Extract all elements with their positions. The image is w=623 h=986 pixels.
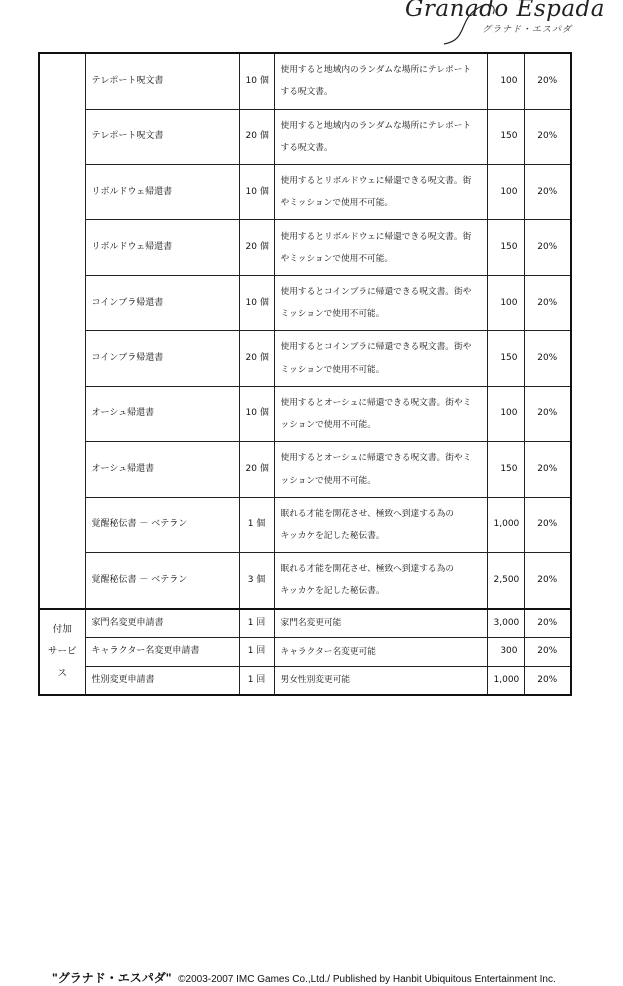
item-description-line: ミッションで使用不可能。 xyxy=(280,309,385,320)
item-description-line: 眠れる才能を開花させ、極致へ到達する為の xyxy=(280,508,454,519)
item-price: 1,000 xyxy=(487,666,524,695)
item-rate: 20% xyxy=(524,553,571,609)
item-description-line: 使用するとリボルドウェに帰還できる呪文書。街 xyxy=(280,176,472,187)
item-name: テレポート呪文書 xyxy=(85,109,239,164)
item-price: 150 xyxy=(487,220,524,275)
item-rate: 20% xyxy=(524,497,571,552)
item-description-line: キッカケを記した秘伝書。 xyxy=(280,586,385,597)
item-rate: 20% xyxy=(524,275,571,330)
item-price: 300 xyxy=(487,638,524,666)
item-name: 覚醒秘伝書 － ベテラン xyxy=(85,553,239,609)
item-quantity: 20 個 xyxy=(239,442,274,497)
table-row xyxy=(39,666,571,695)
item-price: 100 xyxy=(487,165,524,220)
table-row xyxy=(39,638,571,666)
item-quantity: 3 個 xyxy=(239,553,274,609)
item-quantity: 1 回 xyxy=(239,638,274,666)
item-description xyxy=(274,609,487,638)
item-rate: 20% xyxy=(524,386,571,441)
item-description-line: 眠れる才能を開花させ、極致へ到達する為の xyxy=(280,564,454,575)
item-price: 100 xyxy=(487,386,524,441)
category-label: サービス xyxy=(47,645,77,679)
category-cell-services xyxy=(39,609,85,695)
item-rate: 20% xyxy=(524,609,571,638)
item-quantity: 20 個 xyxy=(239,220,274,275)
item-name: コインブラ帰還書 xyxy=(85,275,239,330)
item-description-line: する呪文書。 xyxy=(280,87,333,98)
item-name: コインブラ帰還書 xyxy=(85,331,239,386)
footer-game-title: "グラナド・エスパダ" xyxy=(52,971,172,985)
item-description-line: キッカケを記した秘伝書。 xyxy=(280,530,385,541)
category-cell-empty xyxy=(39,53,85,609)
item-description xyxy=(274,165,487,220)
item-description xyxy=(274,666,487,695)
table-row xyxy=(39,386,571,441)
item-description xyxy=(274,442,487,497)
item-quantity: 10 個 xyxy=(239,165,274,220)
item-description-line: やミッションで使用不可能。 xyxy=(280,198,394,209)
table-row xyxy=(39,553,571,609)
game-logo xyxy=(405,0,623,46)
item-description xyxy=(274,331,487,386)
item-description-line: 家門名変更可能 xyxy=(280,618,342,629)
item-quantity: 20 個 xyxy=(239,109,274,164)
item-description-line: 使用すると地域内のランダムな場所にテレポート xyxy=(280,65,472,76)
item-price: 2,500 xyxy=(487,553,524,609)
item-description-line: 使用するとコインブラに帰還できる呪文書。街や xyxy=(280,286,472,297)
item-price: 150 xyxy=(487,442,524,497)
item-quantity: 1 回 xyxy=(239,666,274,695)
item-description xyxy=(274,220,487,275)
item-description xyxy=(274,553,487,609)
logo-main-text: Granado Espada xyxy=(405,0,605,22)
item-name: 覚醒秘伝書 － ベテラン xyxy=(85,497,239,552)
item-rate: 20% xyxy=(524,331,571,386)
item-quantity: 10 個 xyxy=(239,386,274,441)
table-row xyxy=(39,220,571,275)
item-quantity: 20 個 xyxy=(239,331,274,386)
item-price: 1,000 xyxy=(487,497,524,552)
item-description xyxy=(274,109,487,164)
item-name: 家門名変更申請書 xyxy=(85,609,239,638)
item-rate: 20% xyxy=(524,165,571,220)
item-rate: 20% xyxy=(524,220,571,275)
table-row xyxy=(39,53,571,109)
footer-copyright: ©2003-2007 IMC Games Co.,Ltd./ Published by Hanbit Ubiquitous Entertainment Inc. xyxy=(178,974,556,985)
item-quantity: 10 個 xyxy=(239,53,274,109)
item-name: リボルドウェ帰還書 xyxy=(85,165,239,220)
table-row xyxy=(39,609,571,638)
item-table xyxy=(38,52,572,696)
item-quantity: 1 個 xyxy=(239,497,274,552)
item-name: 性別変更申請書 xyxy=(85,666,239,695)
item-price: 3,000 xyxy=(487,609,524,638)
item-name: テレポート呪文書 xyxy=(85,53,239,109)
item-price: 150 xyxy=(487,109,524,164)
item-description xyxy=(274,53,487,109)
item-quantity: 1 回 xyxy=(239,609,274,638)
table-row xyxy=(39,497,571,552)
item-description-line: キャラクター名変更可能 xyxy=(280,646,376,657)
item-description-line: 使用するとリボルドウェに帰還できる呪文書。街 xyxy=(280,231,472,242)
item-rate: 20% xyxy=(524,638,571,666)
item-price: 100 xyxy=(487,53,524,109)
item-description-line: 使用するとコインブラに帰還できる呪文書。街や xyxy=(280,342,472,353)
item-price: 150 xyxy=(487,331,524,386)
item-name: キャラクター名変更申請書 xyxy=(85,638,239,666)
copyright-footer xyxy=(52,969,556,986)
item-description xyxy=(274,386,487,441)
item-description xyxy=(274,275,487,330)
item-name: オーシュ帰還書 xyxy=(85,386,239,441)
item-rate: 20% xyxy=(524,109,571,164)
item-description-line: ッションで使用不可能。 xyxy=(280,420,376,431)
item-quantity: 10 個 xyxy=(239,275,274,330)
table-row xyxy=(39,442,571,497)
table-row xyxy=(39,109,571,164)
item-description-line: 男女性別変更可能 xyxy=(280,675,350,686)
item-description-line: する呪文書。 xyxy=(280,142,333,153)
item-description-line: 使用するとオーシュに帰還できる呪文書。街やミ xyxy=(280,397,472,408)
item-description-line: ッションで使用不可能。 xyxy=(280,475,376,486)
item-description xyxy=(274,497,487,552)
logo-sub-text: グラナド・エスパダ xyxy=(482,25,573,35)
table-row xyxy=(39,165,571,220)
item-description-line: 使用するとオーシュに帰還できる呪文書。街やミ xyxy=(280,453,472,464)
item-description-line: ミッションで使用不可能。 xyxy=(280,364,385,375)
category-label: 付加 xyxy=(52,624,72,636)
item-rate: 20% xyxy=(524,53,571,109)
item-rate: 20% xyxy=(524,666,571,695)
item-description xyxy=(274,638,487,666)
item-name: リボルドウェ帰還書 xyxy=(85,220,239,275)
table-row xyxy=(39,331,571,386)
item-description-line: 使用すると地域内のランダムな場所にテレポート xyxy=(280,120,472,131)
item-rate: 20% xyxy=(524,442,571,497)
item-name: オーシュ帰還書 xyxy=(85,442,239,497)
table-row xyxy=(39,275,571,330)
item-description-line: やミッションで使用不可能。 xyxy=(280,253,394,264)
item-price: 100 xyxy=(487,275,524,330)
